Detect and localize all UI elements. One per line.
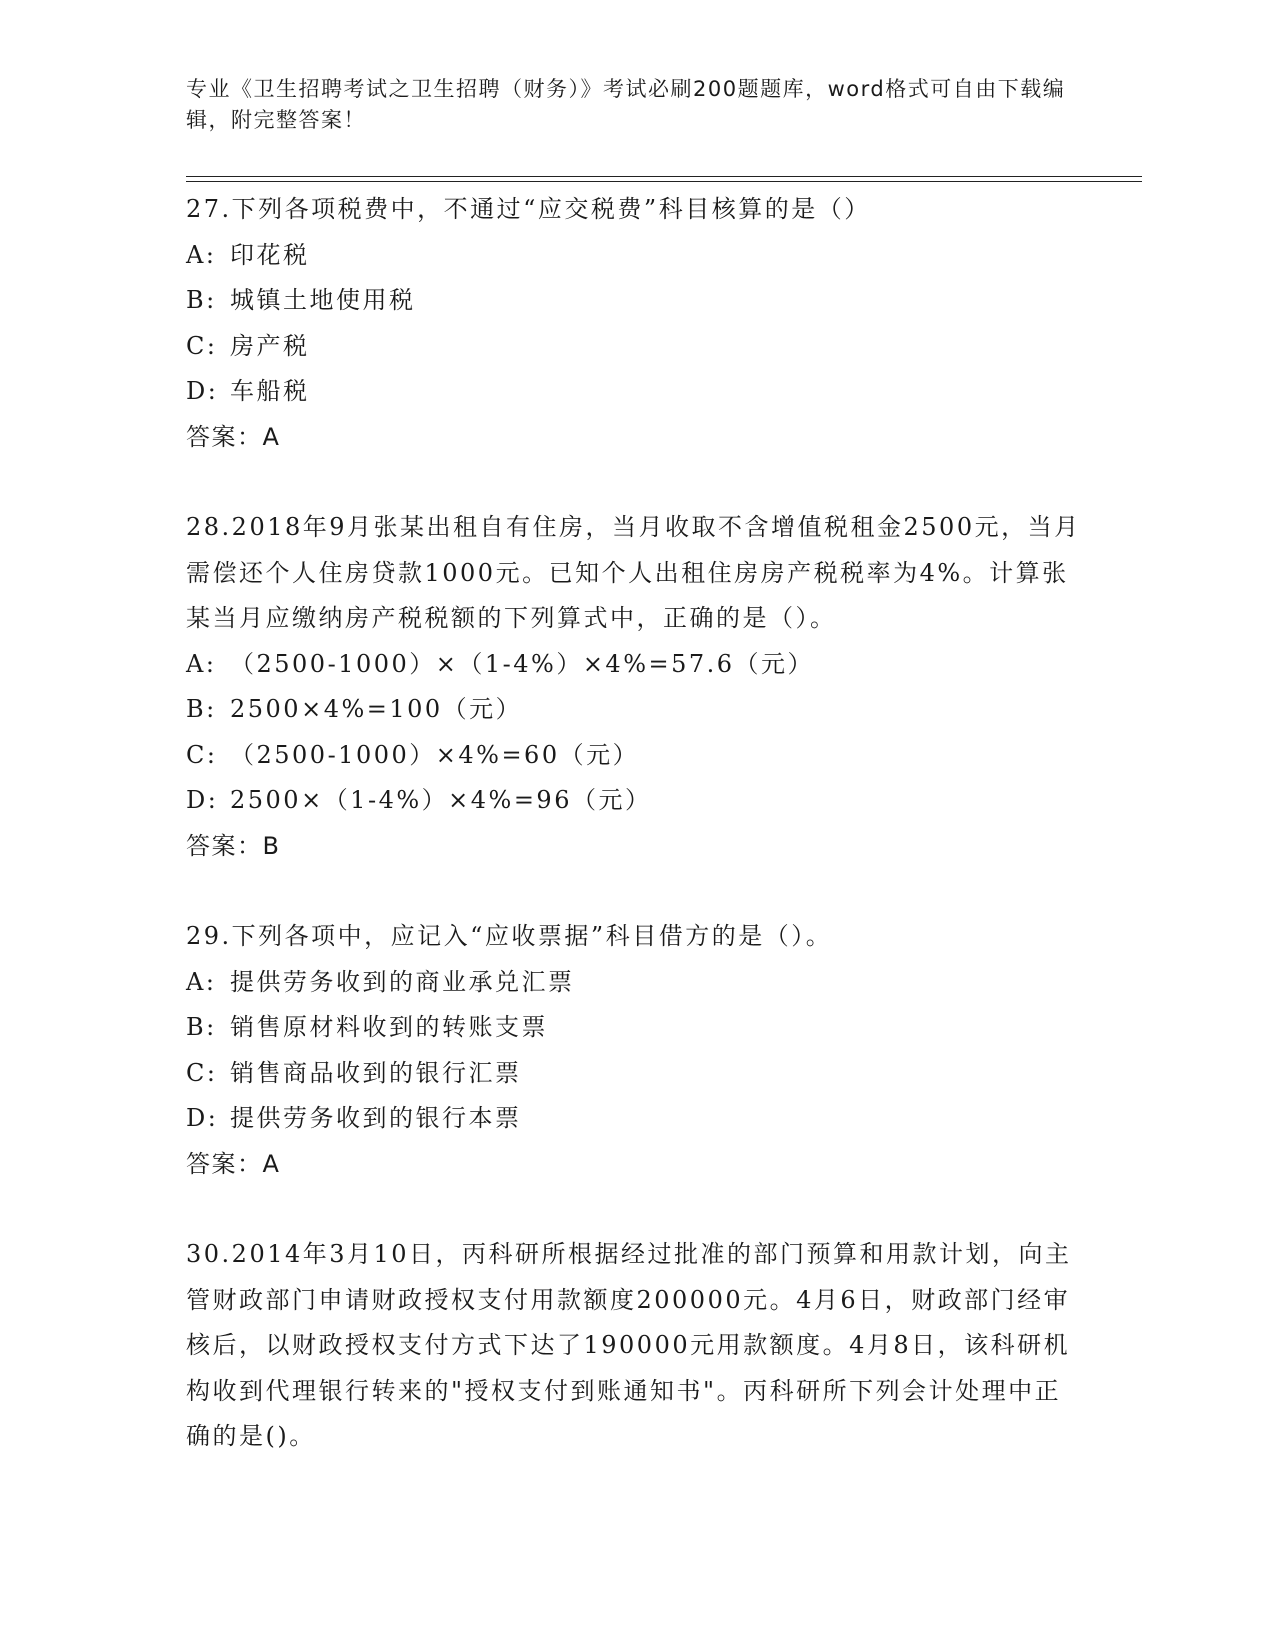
page-header: 专业《卫生招聘考试之卫生招聘（财务）》考试必刷200题题库，word格式可自由下载编辑，附完整答案！ [186, 77, 1066, 132]
option-text: 提供劳务收到的商业承兑汇票 [230, 967, 575, 996]
option-letter: A: [186, 967, 217, 996]
option-letter: A: [186, 240, 217, 269]
question-stem: 28.2018年9月张某出租自有住房，当月收取不含增值税租金2500元，当月需偿还个人住房贷款1000元。已知个人出租住房房产税税率为4%。计算张某当月应缴纳房产税税额的下列算式中，正确的是（）。 [186, 513, 1081, 632]
option-d [186, 369, 1086, 415]
question-27 [186, 187, 1086, 460]
option-letter: D: [186, 377, 219, 405]
option-text: （2500-1000）×（1-4%）×4%=57.6（元） [230, 649, 815, 678]
option-letter: A: [186, 649, 217, 678]
question-30 [186, 1232, 1086, 1460]
question-stem: 30.2014年3月10日，丙科研所根据经过批准的部门预算和用款计划，向主管财政部门申请财政授权支付用款额度200000元。4月6日，财政部门经审核后，以财政授权支付方式下达了190000元用款额度。4月8日，该科研机构收到代理银行转来的"授权支付到账通知书"。丙科研所下列会计处理中正确的是()。 [186, 1240, 1072, 1450]
question-28 [186, 505, 1086, 869]
question-list [186, 187, 1086, 1460]
option-letter: C: [186, 740, 218, 769]
option-text: 房产税 [230, 331, 310, 360]
option-c [186, 324, 1086, 370]
option-text: 销售商品收到的银行汇票 [230, 1058, 522, 1087]
option-text: 提供劳务收到的银行本票 [230, 1104, 522, 1132]
option-letter: B: [186, 1013, 217, 1041]
option-letter: D: [186, 786, 219, 814]
option-d [186, 778, 1086, 824]
option-c [186, 1051, 1086, 1097]
option-b [186, 687, 1086, 733]
option-letter: D: [186, 1104, 219, 1132]
option-text: 城镇土地使用税 [230, 286, 416, 314]
option-text: 印花税 [230, 240, 310, 269]
option-a [186, 960, 1086, 1006]
option-text: 2500×4%=100（元） [230, 695, 523, 723]
option-b [186, 278, 1086, 324]
question-stem: 29.下列各项中，应记入“应收票据”科目借方的是（）。 [186, 922, 833, 950]
option-c [186, 733, 1086, 779]
option-letter: C: [186, 1058, 218, 1087]
option-letter: C: [186, 331, 218, 360]
answer-text: 答案：B [186, 831, 281, 860]
question-stem: 27.下列各项税费中，不通过“应交税费”科目核算的是（） [186, 195, 871, 223]
option-letter: B: [186, 286, 217, 314]
option-text: 车船税 [230, 377, 310, 405]
option-text: 销售原材料收到的转账支票 [230, 1013, 548, 1041]
option-text: （2500-1000）×4%=60（元） [230, 740, 640, 769]
option-a [186, 233, 1086, 279]
option-d [186, 1096, 1086, 1142]
option-text: 2500×（1-4%）×4%=96（元） [230, 786, 652, 814]
header-rule-top [186, 176, 1142, 177]
option-a [186, 642, 1086, 688]
option-b [186, 1005, 1086, 1051]
option-letter: B: [186, 695, 217, 723]
answer-text: 答案：A [186, 422, 281, 451]
question-29 [186, 914, 1086, 1187]
header-rule-bottom [186, 181, 1142, 182]
answer-text: 答案：A [186, 1149, 281, 1178]
